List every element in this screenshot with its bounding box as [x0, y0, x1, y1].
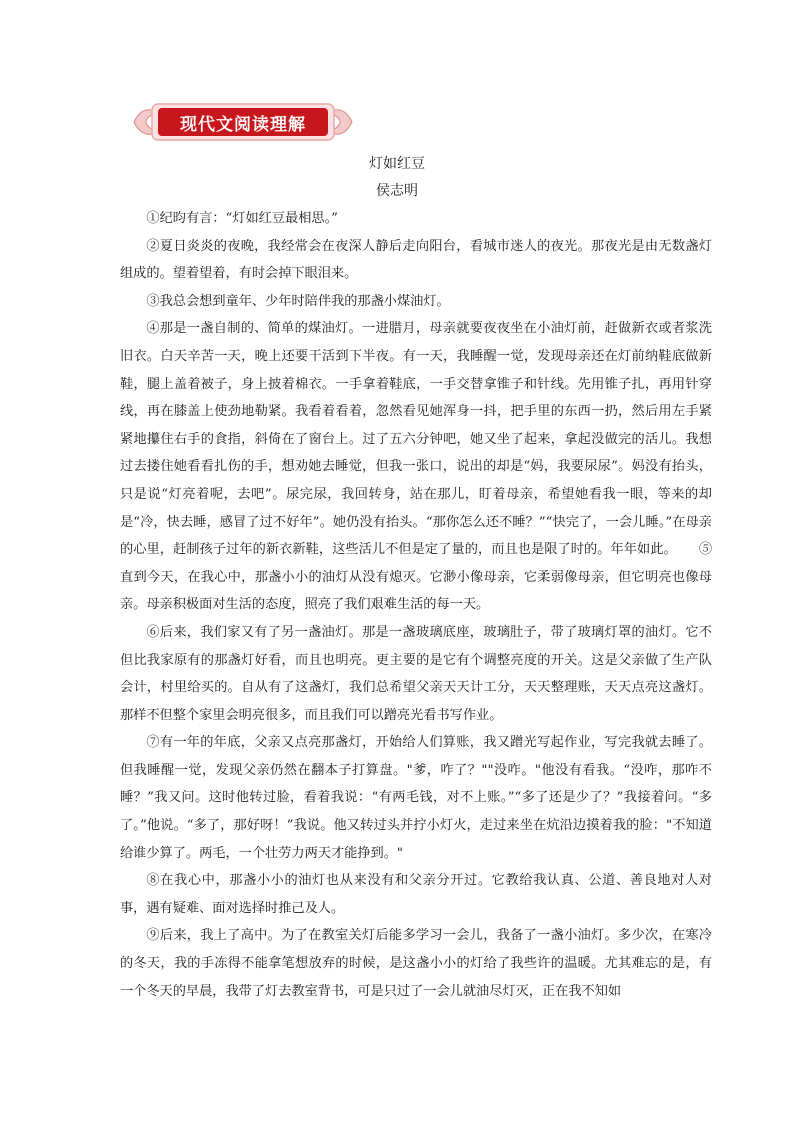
banner-label: 现代文阅读理解 [180, 114, 306, 135]
paragraph-6: ⑥后来，我们家又有了另一盏油灯。那是一盏玻璃底座，玻璃肚子，带了玻璃灯罩的油灯。它不但比我家原有的那盏灯好看，而且也明亮。更主要的是它有个调整亮度的开关。这是父亲做了生产队会计，村里给买的。自从有了这盏灯，我们总希望父亲天天计工分，天天整理账，天天点亮这盏灯。那样不但整个家里会明亮很多，而且我们可以蹭亮光看书写作业。 [120, 624, 712, 723]
article-body [120, 205, 712, 1005]
article-title: 灯如红豆 [369, 156, 425, 172]
paragraph-4-text: ④那是一盏自制的、简单的煤油灯。一进腊月，母亲就要夜夜坐在小油灯前，赶做新衣或者浆洗旧衣。白天辛苦一天，晚上还要干活到下半夜。有一天，我睡醒一觉，发现母亲还在灯前纳鞋底做新鞋，腿上盖着被子，身上披着棉衣。一手拿着鞋底，一手交替拿锥子和针线。先用锥子扎，再用针穿线，再在膝盖上使劲地勒紧。我看着看着，忽然看见她浑身一抖，把手里的东西一扔，然后用左手紧紧地攥住右手的食指，斜倚在了窗台上。过了五六分钟吧，她又坐了起来，拿起没做完的活儿。我想过去搂住她看看扎伤的手，想劝她去睡觉，但我一张口，说出的却是“妈，我要尿尿”。妈没有抬头，只是说“灯亮着呢，去吧”。尿完尿，我回转身，站在那儿，盯着母亲，希望她看我一眼，等来的却是“冷，快去睡，感冒了过不好年”。她仍没有抬头。“那你怎么还不睡？”“快完了，一会儿睡。”在母亲的心里，赶制孩子过年的新衣新鞋，这些活儿不但是定了量的，而且也是限了时的。年年如此。 [120, 321, 712, 558]
paragraph-4 [120, 315, 712, 619]
paragraph-2: ②夏日炎炎的夜晚，我经常会在夜深人静后走向阳台，看城市迷人的夜光。那夜光是由无数盏灯组成的。望着望着，有时会掉下眼泪来。 [120, 238, 712, 282]
paragraph-5: ⑤直到今天，在我心中，那盏小小的油灯从没有熄灭。它渺小像母亲，它柔弱像母亲，但它明亮也像母亲。母亲积极面对生活的态度，照亮了我们艰难生活的每一天。 [120, 542, 712, 613]
paragraph-9: ⑨后来，我上了高中。为了在教室关灯后能多学习一会儿，我备了一盏小油灯。多少次，在寒冷的冬天，我的手冻得不能拿笔想放弃的时候，是这盏小小的灯给了我些许的温暖。尤其难忘的是，有一个冬天的早晨，我带了灯去教室背书，可是只过了一会儿就油尽灯灭，正在我不知如 [120, 928, 712, 999]
paragraph-3: ③我总会想到童年、少年时陪伴我的那盏小煤油灯。 [146, 293, 450, 309]
paragraph-1: ①纪昀有言：“灯如红豆最相思。” [146, 211, 338, 226]
section-banner [132, 101, 354, 143]
paragraph-8: ⑧在我心中，那盏小小的油灯也从来没有和父亲分开过。它教给我认真、公道、善良地对人对事，遇有疑难、面对选择时推己及人。 [120, 873, 712, 916]
paragraph-7: ⑦有一年的年底，父亲又点亮那盏灯，开始给人们算账，我又蹭光写起作业，写完我就去睡了。但我睡醒一觉，发现父亲仍然在翻本子打算盘。"爹，咋了？""没咋。"他没有看我。“没咋，那咋不睡？”我又问。这时他转过脸，看着我说：“有两毛钱，对不上账。”“多了还是少了？”我接着问。“多了。”他说。“多了，那好呀！”我说。他又转过头并拧小灯火，走过来坐在炕沿边摸着我的脸："不知道给谁少算了。两毛，一个壮劳力两天才能挣到。" [120, 735, 712, 861]
article-author: 侯志明 [376, 183, 418, 199]
